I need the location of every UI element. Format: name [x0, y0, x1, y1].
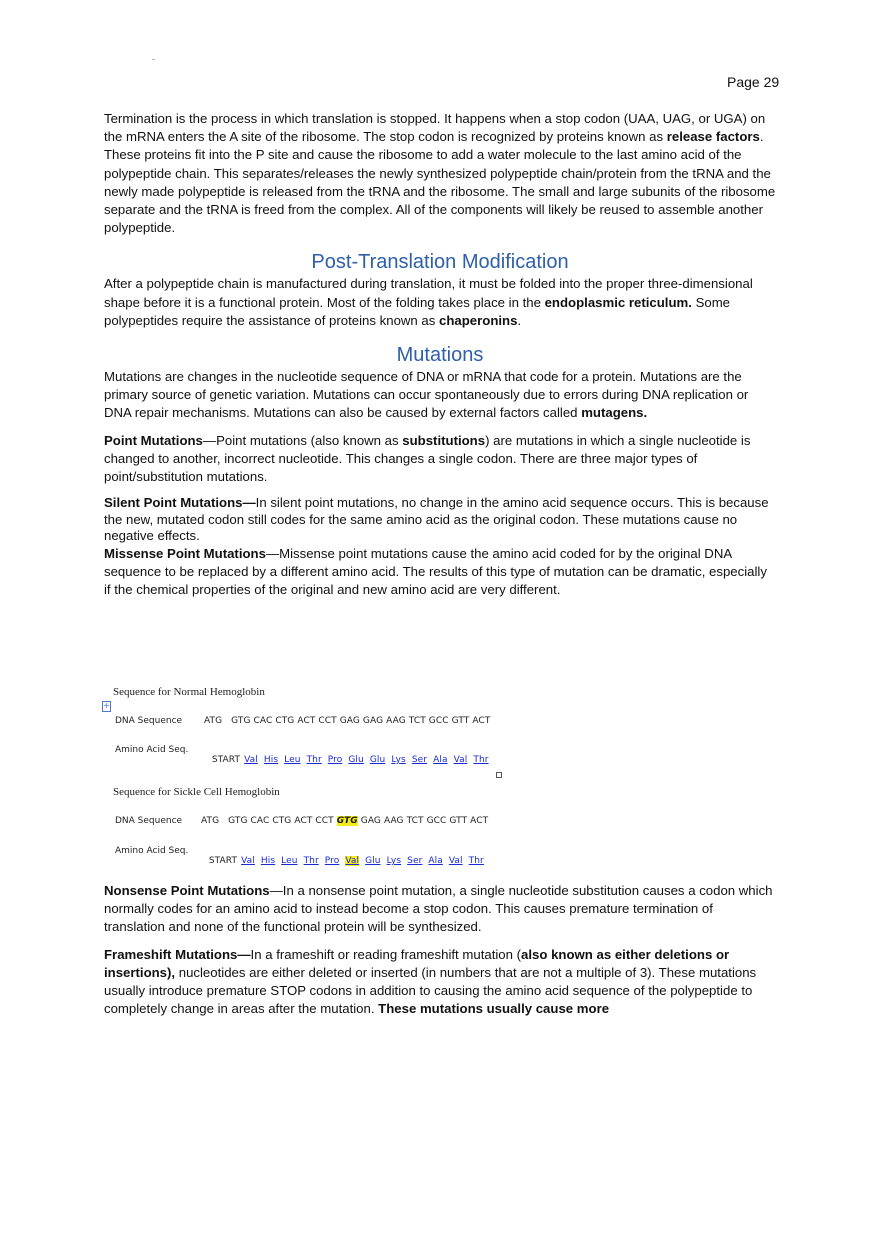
mutated-codon-highlight: GTG — [336, 816, 358, 826]
normal-amino-3[interactable]: Leu — [284, 755, 301, 765]
mutations-paragraph: Mutations are changes in the nucleotide sequence of DNA or mRNA that code for a protein. Mutations are the primary source of genetic variation. Mutations can occur spontaneously due to errors during DNA replication or DNA repair mechanisms. Mutations can also be caused by external factors called mutagens. — [104, 369, 749, 421]
term-frameshift-mutations: Frameshift Mutations— — [104, 946, 251, 962]
normal-start: START — [211, 755, 241, 765]
sickle-amino-12[interactable]: Thr — [468, 856, 484, 866]
normal-amino-5[interactable]: Pro — [327, 755, 343, 765]
sickle-amino-label: Amino Acid Seq. — [115, 846, 189, 856]
sickle-amino-3[interactable]: Leu — [281, 856, 298, 866]
sickle-hemoglobin-title: Sequence for Sickle Cell Hemoglobin — [113, 786, 280, 798]
normal-hemoglobin-title: Sequence for Normal Hemoglobin — [113, 686, 265, 698]
frameshift-mutations-paragraph: Frameshift Mutations—In a frameshift or reading frameshift mutation (also known as either deletions or insertions), nucleotides are either deleted or inserted (in numbers that are not a multiple of 3). These mutations usually introduce premature STOP codons in addition to causing the amino acid sequence of the polypeptide to completely change in areas after the mutation. These mutations usually cause more — [104, 946, 757, 1017]
sickle-dna-sequence: ATG GTG CAC CTG ACT CCT GTG GAG AAG TCT GCC GTT ACT — [201, 816, 489, 826]
term-release-factors: release factors — [666, 129, 760, 145]
term-deletions-insertions: also known as either deletions or insertions), — [104, 946, 730, 980]
sickle-amino-8[interactable]: Lys — [386, 856, 402, 866]
missense-mutations-paragraph: Missense Point Mutations—Missense point mutations cause the amino acid coded for by the original DNA sequence to be replaced by a different amino acid. The results of this type of mutation can be dramatic, especially if the chemical properties of the original and new amino acid are very different. — [104, 545, 767, 598]
normal-amino-6[interactable]: Glu — [348, 755, 364, 765]
normal-amino-sequence — [200, 745, 495, 775]
sickle-dna-label: DNA Sequence — [115, 816, 183, 826]
table-resize-handle[interactable] — [496, 772, 502, 778]
term-chaperonins: chaperonins — [439, 312, 518, 328]
sickle-amino-11[interactable]: Val — [448, 856, 463, 866]
term-missense-point-mutations: Missense Point Mutations — [104, 545, 266, 561]
post-translation-heading: Post-Translation Modification — [311, 251, 569, 274]
hemoglobin-sequence-figure — [100, 682, 510, 864]
normal-dna-sequence: ATG GTG CAC CTG ACT CCT GAG GAG AAG TCT GCC GTT ACT — [204, 716, 491, 726]
sickle-amino-7[interactable]: Glu — [365, 856, 381, 866]
term-cause-more: These mutations usually cause more — [378, 1001, 610, 1017]
page-mark: - — [152, 54, 155, 64]
term-mutagens: mutagens. — [581, 405, 648, 421]
sickle-amino-4[interactable]: Thr — [303, 856, 319, 866]
normal-amino-label: Amino Acid Seq. — [115, 745, 189, 755]
sickle-amino-5[interactable]: Pro — [324, 856, 340, 866]
post-translation-paragraph: After a polypeptide chain is manufactured during translation, it must be folded into the proper three-dimensional shape before it is a functional protein. Most of the folding takes place in the endoplasmic reticulum. Some polypeptides require the assistance of proteins known as chaperonins. — [104, 276, 753, 328]
term-substitutions: substitutions — [402, 432, 486, 448]
term-endoplasmic-reticulum: endoplasmic reticulum. — [544, 294, 692, 310]
normal-amino-1[interactable]: Val — [244, 755, 258, 765]
nonsense-mutations-paragraph: Nonsense Point Mutations—In a nonsense point mutation, a single nucleotide substitution causes a codon which normally codes for an amino acid to instead become a stop codon. This causes premature termination of translation and none of the functional protein will be synthesized. — [104, 883, 773, 935]
normal-amino-12[interactable]: Thr — [473, 755, 489, 765]
table-move-handle[interactable]: + — [103, 701, 110, 710]
sickle-amino-9[interactable]: Ser — [407, 856, 423, 866]
normal-amino-2[interactable]: His — [263, 755, 279, 765]
normal-amino-8[interactable]: Lys — [391, 755, 406, 765]
normal-amino-7[interactable]: Glu — [369, 755, 386, 765]
normal-amino-11[interactable]: Val — [453, 755, 468, 765]
normal-amino-10[interactable]: Ala — [433, 755, 448, 765]
termination-paragraph: Termination is the process in which translation is stopped. It happens when a stop codon (UAA, UAG, or UGA) on the mRNA enters the A site of the ribosome. The stop codon is recognized by proteins known as release factors. These proteins fit into the P site and cause the ribosome to add a water molecule to the last amino acid of the polypeptide chain. This separates/releases the newly synthesized polypeptide chain/protein from the tRNA and the newly made polypeptide is released from the tRNA and the ribosome. The small and large subunits of the ribosome separate and the tRNA is freed from the complex. All of the components will likely be reused to assemble another polypeptide. — [104, 111, 776, 236]
term-point-mutations: Point Mutations — [104, 432, 203, 448]
mutations-heading: Mutations — [396, 344, 484, 367]
page-body — [104, 110, 776, 599]
normal-amino-9[interactable]: Ser — [411, 755, 428, 765]
page-number: Page 29 — [727, 74, 780, 90]
normal-amino-4[interactable]: Thr — [306, 755, 322, 765]
sickle-amino-6[interactable]: Val — [345, 856, 360, 866]
sickle-amino-2[interactable]: His — [260, 856, 276, 866]
sickle-amino-10[interactable]: Ala — [428, 856, 443, 866]
term-silent-point-mutations: Silent Point Mutations— — [104, 495, 256, 511]
term-nonsense-point-mutations: Nonsense Point Mutations — [104, 883, 270, 898]
point-mutations-paragraph: Point Mutations—Point mutations (also known as substitutions) are mutations in which a single nucleotide is changed to another, incorrect nucleotide. This changes a single codon. There are three major types of point/substitution mutations. — [104, 432, 751, 485]
page-body-lower — [104, 882, 776, 1018]
sickle-amino-sequence — [197, 846, 490, 876]
sickle-amino-1[interactable]: Val — [241, 856, 255, 866]
sickle-start: START — [208, 856, 238, 866]
silent-mutations-paragraph: Silent Point Mutations—In silent point mutations, no change in the amino acid sequence occurs. This is because the new, mutated codon still codes for the same amino acid as the original codon. These mutations cause no negative effects. — [104, 495, 769, 544]
normal-dna-label: DNA Sequence — [115, 716, 183, 726]
